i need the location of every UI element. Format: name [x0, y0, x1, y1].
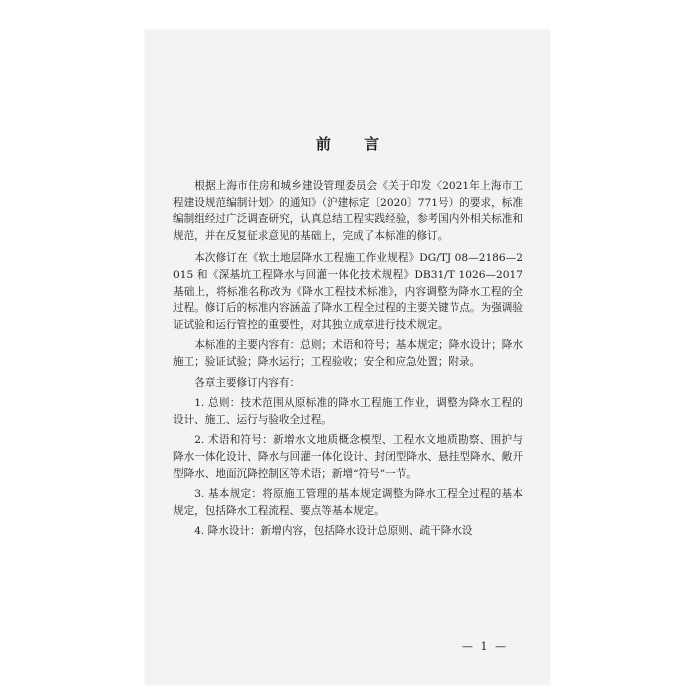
- paragraph: 1. 总则：技术范围从原标准的降水工程施工作业，调整为降水工程的设计、施工、运行与验收全过程。: [173, 397, 523, 426]
- paragraph: 本次修订在《软土地层降水工程施工作业规程》DG/TJ 08—2186—2015 和《深基坑工程降水与回灌一体化技术规程》DB31/T 1026—2017 基础上，将标准名称改为《降水工程技术标准》，内容调整为降水工程的全过程。修订后的标准内容涵盖了降水工程全过程的主要关键节点。为强调验证试验和运行管控的重要性，对其独立成章进行技术规定。: [173, 252, 523, 331]
- page-number: — 1 —: [462, 640, 508, 653]
- paragraph: 2. 术语和符号：新增水文地质概念模型、工程水文地质勘察、围护与降水一体化设计、降水与回灌一体化设计、封闭型降水、悬挂型降水、敞开型降水、地面沉降控制区等术语；新增“符号”一节。: [173, 434, 523, 480]
- paragraph: 本标准的主要内容有：总则；术语和符号；基本规定；降水设计；降水施工；验证试验；降水运行；工程验收；安全和应急处置；附录。: [173, 339, 523, 368]
- document-page: [145, 30, 550, 685]
- paragraph: 根据上海市住房和城乡建设管理委员会《关于印发〈2021年上海市工程建设规范编制计划〉的通知》（沪建标定〔2020〕771号）的要求，标准编制组经过广泛调查研究，认真总结工程实践经验，参考国内外相关标准和规范，并在反复征求意见的基础上，完成了本标准的修订。: [173, 180, 523, 242]
- paragraph: 3. 基本规定：将原施工管理的基本规定调整为降水工程全过程的基本规定，包括降水工程流程、要点等基本规定。: [173, 488, 523, 517]
- page-title: 前 言: [315, 135, 394, 153]
- document-body: [173, 178, 523, 544]
- paragraph: 4. 降水设计：新增内容，包括降水设计总原则、疏干降水设: [194, 525, 473, 538]
- paragraph: 各章主要修订内容有：: [194, 376, 301, 389]
